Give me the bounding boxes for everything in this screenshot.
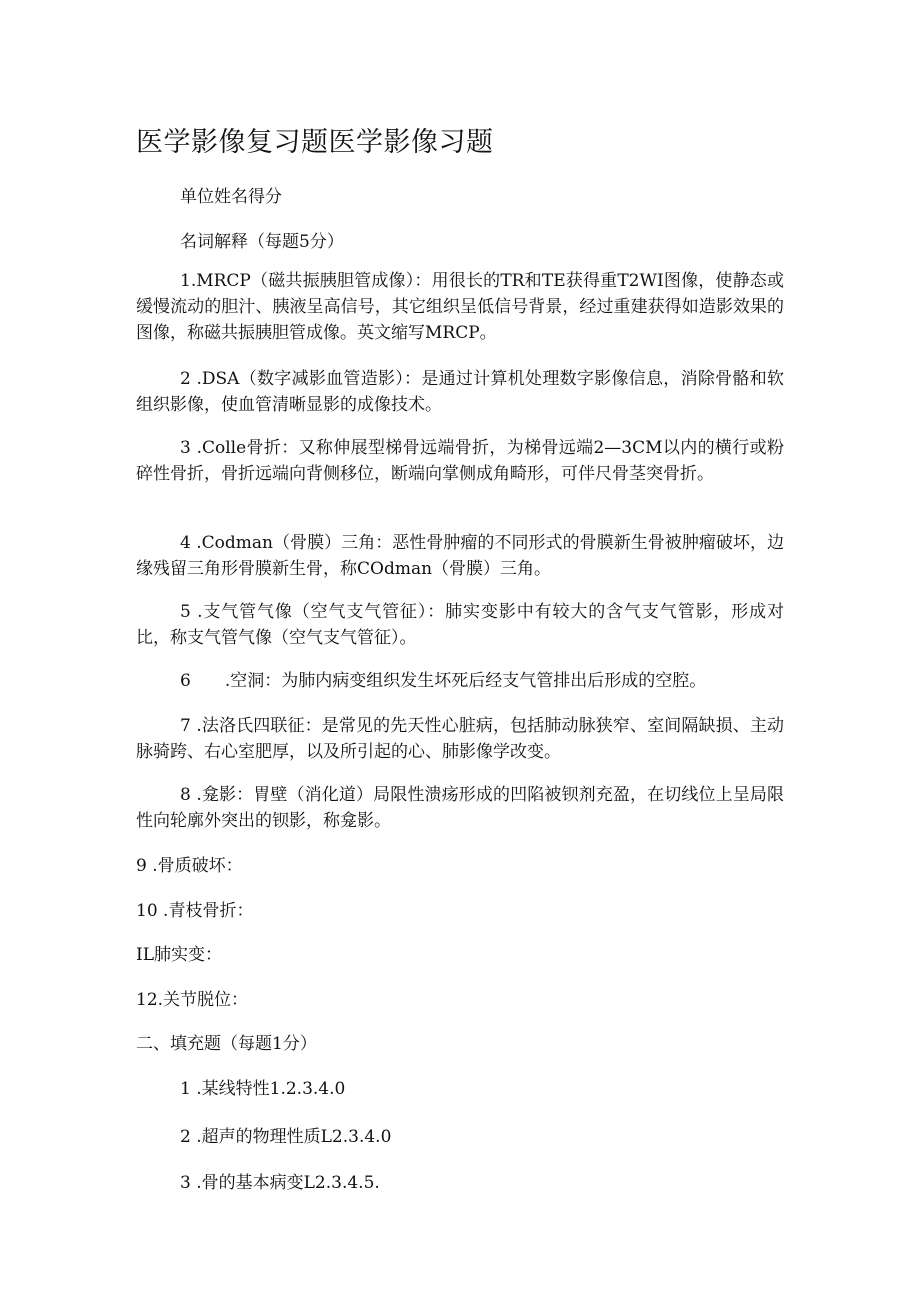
unanswered-item: 12.关节脱位： bbox=[136, 990, 249, 1010]
fill-item: 3 .骨的基本病变L2.3.4.5. bbox=[180, 1173, 380, 1193]
unanswered-item: IL肺实变： bbox=[136, 945, 223, 965]
fill-item: 2 .超声的物理性质L2.3.4.0 bbox=[180, 1127, 392, 1147]
definition-item: 6 .空洞：为肺内病变组织发生坏死后经支气管排出后形成的空腔。 bbox=[180, 671, 707, 691]
unanswered-item: 10 .青枝骨折： bbox=[136, 901, 254, 921]
definition-item: 5 .支气管气像（空气支气管征）：肺实变影中有较大的含气支气管影，形成对比，称支气管气像（空气支气管征）。 bbox=[136, 602, 784, 648]
definition-item: 4 .Codman（骨膜）三角：恶性骨肿瘤的不同形式的骨膜新生骨被肿瘤破坏，边缘残留三角形骨膜新生骨，称COdman（骨膜）三角。 bbox=[136, 533, 784, 579]
section1-heading: 名词解释（每题5分） bbox=[180, 232, 344, 252]
fill-item: 1 .某线特性1.2.3.4.0 bbox=[180, 1079, 346, 1099]
header-line: 单位姓名得分 bbox=[180, 187, 282, 207]
section2-heading: 二、填充题（每题1分） bbox=[136, 1034, 317, 1054]
unanswered-item: 9 .骨质破坏： bbox=[136, 856, 243, 876]
definition-item: 1.MRCP（磁共振胰胆管成像）：用很长的TR和TE获得重T2WI图像，使静态或缓慢流动的胆汁、胰液呈高信号，其它组织呈低信号背景，经过重建获得如造影效果的图像，称磁共振胰胆管成像。英文缩写MRCP。 bbox=[136, 271, 784, 343]
definition-item: 7 .法洛氏四联征：是常见的先天性心脏病，包括肺动脉狭窄、室间隔缺损、主动脉骑跨、右心室肥厚，以及所引起的心、肺影像学改变。 bbox=[136, 716, 784, 762]
definition-item: 2 .DSA（数字减影血管造影）：是通过计算机处理数字影像信息，消除骨骼和软组织影像，使血管清晰显影的成像技术。 bbox=[136, 369, 784, 415]
definition-item: 8 .龛影：胃壁（消化道）局限性溃疡形成的凹陷被钡剂充盈，在切线位上呈局限性向轮廓外突出的钡影，称龛影。 bbox=[136, 785, 784, 831]
definition-item: 3 .Colle骨折：又称伸展型梯骨远端骨折，为梯骨远端2—3CM以内的横行或粉碎性骨折，骨折远端向背侧移位，断端向掌侧成角畸形，可伴尺骨茎突骨折。 bbox=[136, 438, 784, 484]
document-title: 医学影像复习题医学影像习题 bbox=[136, 127, 494, 158]
